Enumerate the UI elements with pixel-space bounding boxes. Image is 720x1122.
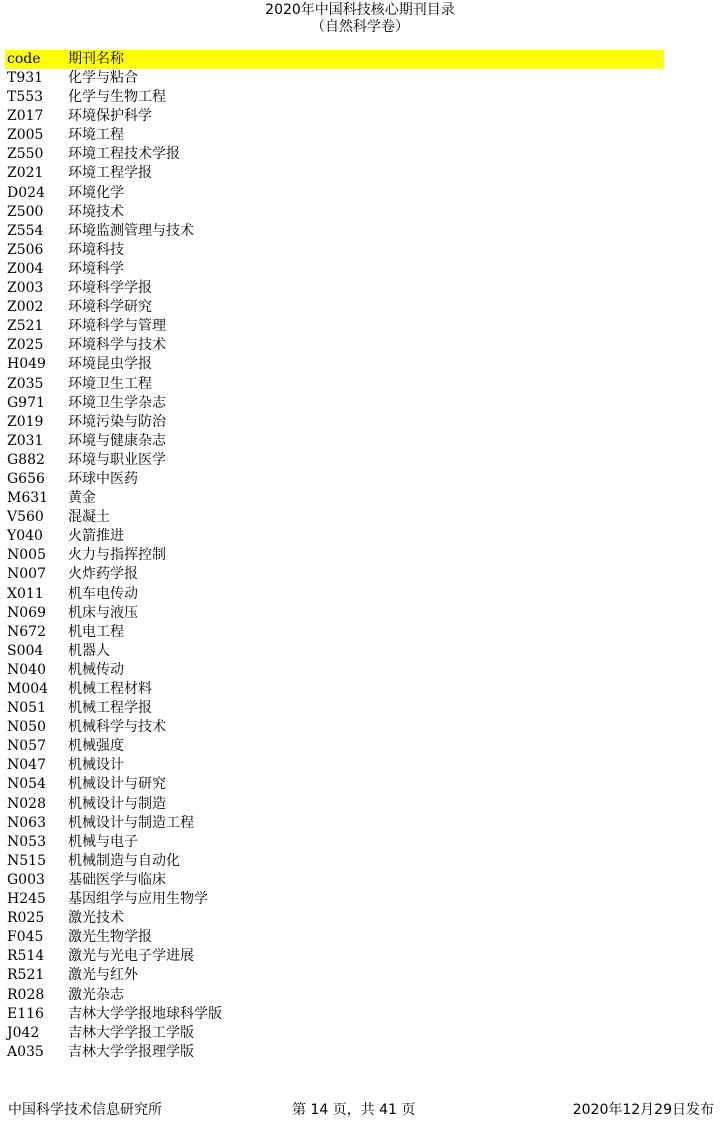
journal-code: Z017 — [7, 108, 44, 125]
journal-code: M004 — [7, 681, 49, 697]
journal-code: R025 — [7, 910, 45, 927]
table-row — [5, 833, 664, 852]
journal-code: N515 — [7, 852, 46, 869]
table-row — [5, 756, 664, 775]
journal-name: 基因组学与应用生物学 — [68, 891, 208, 908]
table-row — [5, 298, 664, 317]
table-row — [5, 680, 664, 699]
journal-name: 环境监测管理与技术 — [68, 222, 194, 239]
journal-code: Z550 — [7, 146, 44, 163]
journal-code: N028 — [7, 795, 46, 812]
table-row — [5, 966, 664, 985]
journal-code: H049 — [7, 356, 46, 373]
journal-code: R028 — [7, 986, 45, 1003]
table-row — [5, 871, 664, 890]
journal-code: N057 — [7, 738, 46, 755]
table-row — [5, 1024, 664, 1043]
journal-code: G882 — [7, 451, 45, 468]
journal-list — [5, 69, 664, 1062]
table-row — [5, 489, 664, 508]
table-row — [5, 604, 664, 623]
journal-code: D024 — [7, 184, 45, 201]
table-row — [5, 317, 664, 336]
journal-code: Z021 — [7, 165, 44, 182]
journal-name: 环境昆虫学报 — [68, 356, 152, 373]
table-row — [5, 718, 664, 737]
journal-name: 吉林大学学报地球科学版 — [68, 1005, 222, 1022]
table-row — [5, 164, 664, 183]
journal-name: 环境科学研究 — [68, 299, 152, 316]
journal-code: N063 — [7, 814, 46, 831]
journal-code: N054 — [7, 776, 46, 793]
journal-code: M631 — [7, 490, 49, 507]
table-row — [5, 795, 664, 814]
header-code: code — [7, 51, 41, 67]
table-row — [5, 69, 664, 88]
table-row — [5, 203, 664, 222]
table-row — [5, 145, 664, 164]
table-row — [5, 546, 664, 565]
journal-code: F045 — [7, 929, 44, 946]
table-row — [5, 642, 664, 661]
journal-code: T553 — [7, 89, 44, 106]
journal-name: 环境技术 — [68, 203, 124, 220]
journal-code: N040 — [7, 661, 46, 678]
header-journal-name: 期刊名称 — [68, 51, 124, 67]
journal-name: 化学与粘合 — [68, 70, 138, 86]
table-row — [5, 699, 664, 718]
footer-institution: 中国科学技术信息研究所 — [8, 1102, 162, 1118]
journal-name: 环境科技 — [68, 241, 124, 258]
journal-name: 机电工程 — [68, 623, 124, 640]
journal-code: G656 — [7, 470, 45, 487]
journal-code: Z506 — [7, 241, 44, 258]
journal-code: S004 — [7, 642, 44, 659]
journal-name: 环境与职业医学 — [68, 451, 166, 468]
table-row — [5, 737, 664, 756]
journal-name: 环境化学 — [68, 184, 124, 201]
table-row — [5, 909, 664, 928]
journal-name: 机械与电子 — [68, 833, 138, 850]
journal-code: A035 — [7, 1043, 44, 1060]
table-row — [5, 413, 664, 432]
table-row — [5, 775, 664, 794]
journal-name: 吉林大学学报理学版 — [68, 1043, 194, 1060]
journal-name: 基础医学与临床 — [68, 871, 166, 888]
table-row — [5, 375, 664, 394]
table-row — [5, 585, 664, 604]
journal-name: 机器人 — [68, 642, 110, 659]
journal-code: J042 — [7, 1024, 40, 1041]
journal-name: 环境污染与防治 — [68, 413, 166, 430]
journal-name: 机械传动 — [68, 661, 124, 678]
journal-name: 激光杂志 — [68, 986, 124, 1003]
table-row — [5, 1005, 664, 1024]
journal-code: N672 — [7, 623, 46, 640]
journal-code: Z003 — [7, 280, 44, 297]
journal-code: R521 — [7, 967, 45, 984]
table-row — [5, 986, 664, 1005]
table-row — [5, 260, 664, 279]
table-row — [5, 394, 664, 413]
journal-code: Z025 — [7, 337, 44, 354]
table-row — [5, 241, 664, 260]
journal-name: 机械制造与自动化 — [68, 852, 180, 869]
journal-name: 机械工程学报 — [68, 700, 152, 717]
journal-code: T931 — [7, 70, 44, 86]
journal-name: 环境与健康杂志 — [68, 432, 166, 449]
journal-name: 机械设计与研究 — [68, 776, 166, 793]
journal-name: 吉林大学学报工学版 — [68, 1024, 194, 1041]
journal-name: 环境卫生工程 — [68, 375, 152, 392]
journal-name: 环境工程学报 — [68, 165, 152, 182]
journal-code: X011 — [7, 585, 44, 602]
table-row — [5, 451, 664, 470]
journal-name: 环境科学 — [68, 260, 124, 277]
table-row — [5, 814, 664, 833]
journal-name: 环境卫生学杂志 — [68, 394, 166, 411]
journal-name: 环境科学与技术 — [68, 337, 166, 354]
table-row — [5, 184, 664, 203]
journal-code: Z500 — [7, 203, 44, 220]
table-row — [5, 527, 664, 546]
journal-name: 环境科学与管理 — [68, 318, 166, 335]
journal-code: G971 — [7, 394, 45, 411]
journal-name: 火炸药学报 — [68, 566, 138, 583]
journal-code: N051 — [7, 700, 46, 717]
journal-name: 火力与指挥控制 — [68, 547, 166, 564]
table-row — [5, 470, 664, 489]
journal-name: 激光与红外 — [68, 967, 138, 984]
journal-name: 环境工程 — [68, 127, 124, 144]
journal-name: 激光生物学报 — [68, 929, 152, 946]
journal-name: 机车电传动 — [68, 585, 138, 602]
journal-code: Z005 — [7, 127, 44, 144]
journal-name: 激光技术 — [68, 910, 124, 927]
table-row — [5, 947, 664, 966]
journal-name: 环境保护科学 — [68, 108, 152, 125]
journal-code: H245 — [7, 891, 46, 908]
table-row — [5, 432, 664, 451]
table-row — [5, 222, 664, 241]
table-row — [5, 107, 664, 126]
table-header — [5, 50, 664, 69]
journal-name: 混凝土 — [68, 509, 110, 526]
table-row — [5, 623, 664, 642]
table-row — [5, 890, 664, 909]
journal-code: G003 — [7, 871, 45, 888]
journal-code: Z019 — [7, 413, 44, 430]
journal-code: Z554 — [7, 222, 44, 239]
journal-code: N047 — [7, 757, 46, 774]
table-row — [5, 126, 664, 145]
journal-name: 机械强度 — [68, 738, 124, 755]
journal-name: 黄金 — [68, 490, 96, 507]
document-title: 2020年中国科技核心期刊目录 — [265, 2, 455, 18]
table-row — [5, 355, 664, 374]
table-row — [5, 928, 664, 947]
journal-name: 机械设计与制造 — [68, 795, 166, 812]
table-row — [5, 1043, 664, 1062]
table-row — [5, 852, 664, 871]
journal-code: N069 — [7, 604, 46, 621]
journal-code: N053 — [7, 833, 46, 850]
journal-code: R514 — [7, 948, 45, 965]
journal-name: 火箭推进 — [68, 528, 124, 545]
journal-code: Z002 — [7, 299, 44, 316]
journal-name: 化学与生物工程 — [68, 89, 166, 106]
journal-code: N050 — [7, 719, 46, 736]
journal-code: Z031 — [7, 432, 44, 449]
journal-code: E116 — [7, 1005, 44, 1022]
journal-code: Z521 — [7, 318, 44, 335]
journal-name: 激光与光电子学进展 — [68, 948, 194, 965]
journal-code: N005 — [7, 547, 46, 564]
journal-code: V560 — [7, 509, 44, 526]
journal-name: 机械设计 — [68, 757, 124, 774]
journal-name: 机械科学与技术 — [68, 719, 166, 736]
footer-page-number: 第 14 页，共 41 页 — [292, 1102, 416, 1118]
journal-name: 机床与液压 — [68, 604, 138, 621]
table-row — [5, 336, 664, 355]
table-row — [5, 661, 664, 680]
journal-name: 机械工程材料 — [68, 681, 152, 697]
journal-code: Z004 — [7, 260, 44, 277]
journal-code: N007 — [7, 566, 46, 583]
document-subtitle: （自然科学卷） — [311, 19, 409, 35]
table-row — [5, 565, 664, 584]
table-row — [5, 88, 664, 107]
journal-name: 环境工程技术学报 — [68, 146, 180, 163]
journal-name: 环境科学学报 — [68, 280, 152, 297]
table-row — [5, 279, 664, 298]
table-row — [5, 508, 664, 527]
journal-code: Z035 — [7, 375, 44, 392]
journal-name: 机械设计与制造工程 — [68, 814, 194, 831]
journal-name: 环球中医药 — [68, 470, 138, 487]
journal-code: Y040 — [7, 528, 43, 545]
footer-publish-date: 2020年12月29日发布 — [572, 1102, 714, 1118]
